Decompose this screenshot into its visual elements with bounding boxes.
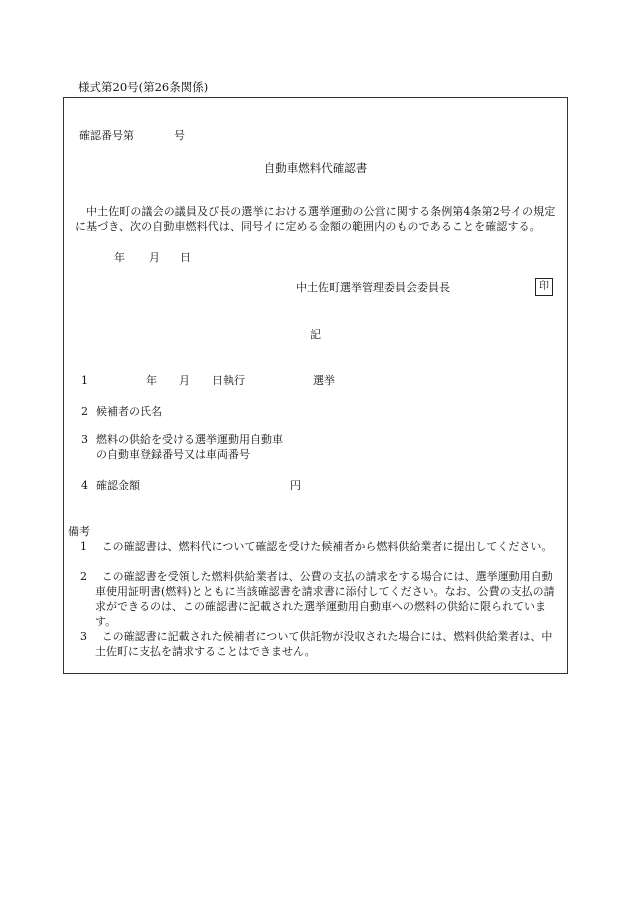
remark-text: この確認書は、燃料代について確認を受けた候補者から燃料供給業者に提出してください。	[101, 540, 553, 553]
remark-text: この確認書に記載された候補者について供託物が没収された場合には、燃料供給業者は、中土佐町に支払を請求することはできません。	[95, 630, 553, 658]
item-1-election: 選挙	[313, 374, 335, 387]
body-text: 中土佐町の議会の議員及び長の選挙における選挙運動の公営に関する条例第4条第2号イの規定に基づき、次の自動車燃料代は、同号イに定める金額の範囲内のものであることを確認する。	[75, 205, 556, 233]
item-2-label: 候補者の氏名	[96, 405, 162, 418]
confirmation-number-suffix: 号	[174, 129, 185, 142]
item-2	[81, 405, 162, 420]
remark-3	[80, 630, 560, 660]
remark-number: 2	[80, 570, 87, 583]
ki-heading: 記	[310, 328, 321, 341]
item-4-unit: 円	[290, 479, 301, 492]
remark-text: この確認書を受領した燃料供給業者は、公費の支払の請求をする場合には、選挙運動用自動車使用証明書(燃料)とともに当該確認書を請求書に添付してください。なお、公費の支払の請求ができるのは、この確認書に記載された選挙運動用自動車への燃料の供給に限られています。	[95, 570, 555, 628]
seal-box: 印	[535, 278, 553, 296]
date-year: 年	[114, 251, 125, 264]
remark-1	[80, 540, 560, 555]
document-title: 自動車燃料代確認書	[263, 161, 368, 175]
item-3-label: 燃料の供給を受ける選挙運動用自動車	[96, 433, 283, 446]
issuer: 中土佐町選挙管理委員会委員長	[296, 281, 450, 294]
remark-number: 3	[80, 630, 87, 643]
item-4-label: 確認金額	[96, 479, 140, 492]
item-1-month: 月	[179, 374, 190, 387]
item-1-year: 年	[146, 374, 157, 387]
item-number: 2	[81, 405, 88, 418]
item-1	[81, 374, 335, 389]
date-day: 日	[180, 251, 191, 264]
issue-date	[114, 251, 191, 266]
item-number: 3	[81, 433, 88, 446]
item-3-label-line2: の自動車登録番号又は車両番号	[96, 448, 250, 461]
item-1-day-exec: 日執行	[212, 374, 245, 387]
certificate-frame	[63, 97, 568, 674]
item-number: 1	[81, 374, 88, 387]
remarks-title: 備考	[68, 525, 90, 538]
confirmation-number-prefix: 確認番号第	[79, 129, 134, 142]
remark-number: 1	[80, 540, 87, 553]
confirmation-number	[79, 129, 185, 144]
date-month: 月	[149, 251, 160, 264]
form-number: 様式第20号(第26条関係)	[78, 80, 209, 94]
remark-2	[80, 570, 560, 629]
item-4	[81, 479, 301, 494]
item-3	[81, 433, 283, 448]
item-number: 4	[81, 479, 88, 492]
